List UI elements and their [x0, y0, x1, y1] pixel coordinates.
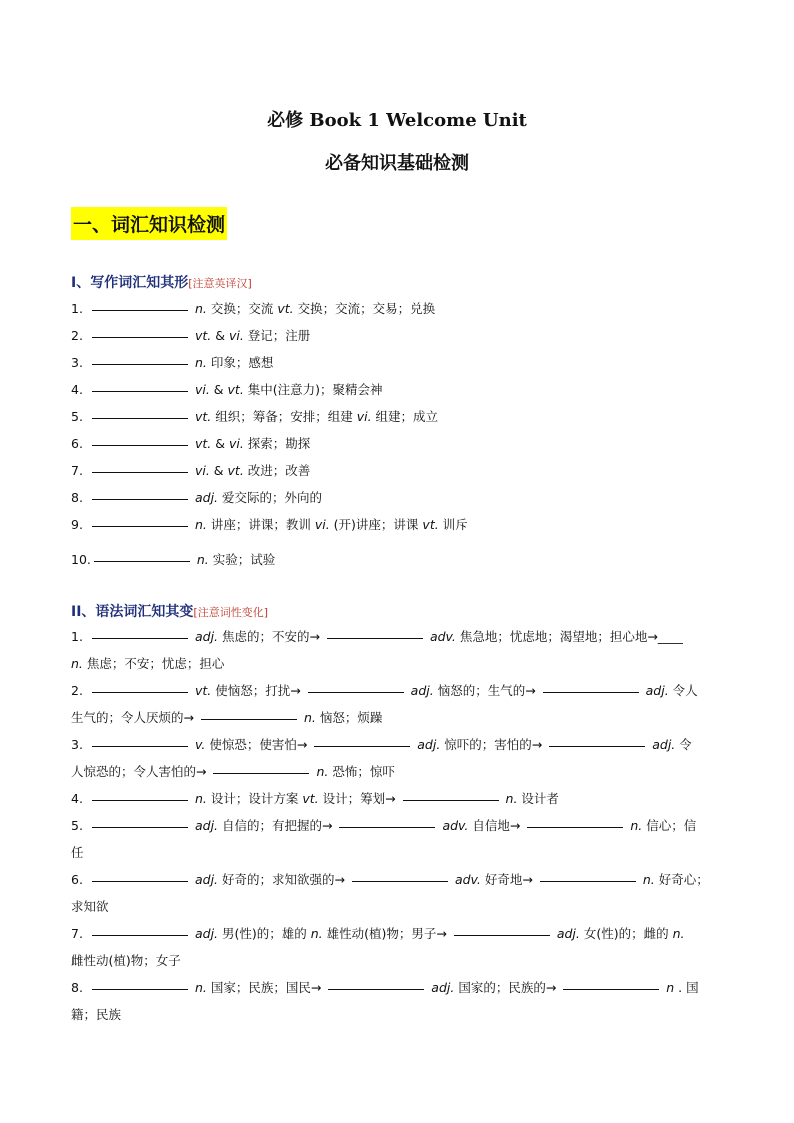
- grammar-item: [71, 623, 723, 650]
- definition-text: (开)讲座；讲课: [333, 517, 419, 532]
- definition-text: 焦急地；忧虑地；渴望地；担心地→____: [459, 629, 683, 644]
- definition-text: 使惊恐；使害怕→: [209, 737, 308, 752]
- part-of-speech: n.: [71, 656, 87, 671]
- definition-text: 实验；试验: [212, 552, 276, 567]
- answer-blank[interactable]: [527, 826, 623, 828]
- part1-heading: [71, 272, 252, 292]
- part-of-speech: adj.: [191, 926, 222, 941]
- definition-text: 求知欲: [71, 899, 109, 914]
- answer-blank[interactable]: [352, 880, 448, 882]
- part-of-speech: adv.: [450, 872, 485, 887]
- item-number: 1.: [71, 629, 83, 644]
- part-of-speech: vi.: [191, 382, 214, 397]
- definition-text: 国家的；民族的→: [458, 980, 557, 995]
- vocab-item: [71, 349, 723, 376]
- answer-blank[interactable]: [92, 691, 188, 693]
- part-of-speech: vt.: [277, 301, 298, 316]
- answer-blank[interactable]: [92, 934, 188, 936]
- answer-blank[interactable]: [92, 417, 188, 419]
- part-of-speech: adv.: [438, 818, 473, 833]
- answer-blank[interactable]: [94, 560, 190, 562]
- answer-blank[interactable]: [92, 799, 188, 801]
- definition-text: 改进；改善: [247, 463, 311, 478]
- answer-blank[interactable]: [92, 637, 188, 639]
- section-heading: 一、词汇知识检测: [71, 207, 227, 240]
- item-number: 10.: [71, 552, 91, 567]
- part-of-speech: n.: [191, 791, 211, 806]
- part-of-speech: vi.: [228, 328, 248, 343]
- part2-title: II、语法词汇知其变: [71, 604, 194, 620]
- part1-title: I、写作词汇知其形: [71, 275, 189, 291]
- definition-text: 焦虑；不安；忧虑；担心: [86, 656, 225, 671]
- definition-text: 焦虑的；不安的→: [222, 629, 320, 644]
- grammar-item-continued: [71, 650, 723, 677]
- part-of-speech: n.: [310, 926, 327, 941]
- vocab-item: [71, 457, 723, 484]
- definition-text: 组织；筹备；安排；组建: [215, 409, 353, 424]
- part-of-speech: adj.: [641, 683, 673, 698]
- vocab-item: [71, 484, 723, 511]
- part-of-speech: n.: [299, 710, 320, 725]
- part2-hint: [注意词性变化]: [193, 606, 269, 619]
- definition-text: 恼怒的；生气的→: [437, 683, 536, 698]
- definition-text: 好奇心；: [658, 872, 709, 887]
- part-of-speech: adj.: [648, 737, 680, 752]
- answer-blank[interactable]: [540, 880, 636, 882]
- part-of-speech: vt.: [422, 517, 443, 532]
- part-of-speech: vt.: [191, 683, 216, 698]
- answer-blank[interactable]: [92, 745, 188, 747]
- answer-blank[interactable]: [327, 637, 423, 639]
- answer-blank[interactable]: [339, 826, 435, 828]
- answer-blank[interactable]: [328, 988, 424, 990]
- definition-text: 自信的；有把握的→: [222, 818, 333, 833]
- answer-blank[interactable]: [92, 390, 188, 392]
- definition-text: 组建；成立: [375, 409, 439, 424]
- definition-text: . 国: [678, 980, 699, 995]
- definition-text: 好奇地→: [484, 872, 533, 887]
- part-of-speech: adj.: [552, 926, 584, 941]
- vocab-item: [71, 511, 723, 538]
- grammar-item: [71, 731, 723, 758]
- definition-text: 集中(注意力)；聚精会神: [247, 382, 383, 397]
- definition-text: 雄性动(植)物；男子→: [326, 926, 447, 941]
- definition-text: 设计者: [521, 791, 559, 806]
- item-number: 1.: [71, 301, 83, 316]
- item-number: 7.: [71, 463, 83, 478]
- definition-text: &: [213, 382, 224, 397]
- answer-blank[interactable]: [92, 336, 188, 338]
- definition-text: 令: [679, 737, 692, 752]
- answer-blank[interactable]: [92, 988, 188, 990]
- definition-text: 女(性)的；雌的: [583, 926, 669, 941]
- grammar-item-continued: [71, 704, 723, 731]
- part-of-speech: v.: [191, 737, 210, 752]
- answer-blank[interactable]: [92, 498, 188, 500]
- part-of-speech: vt.: [302, 791, 323, 806]
- grammar-item-continued: [71, 947, 723, 974]
- part-of-speech: adj.: [191, 490, 222, 505]
- definition-text: 恐怖；惊吓: [332, 764, 395, 779]
- item-number: 2.: [71, 328, 83, 343]
- answer-blank[interactable]: [213, 772, 309, 774]
- answer-blank[interactable]: [92, 309, 188, 311]
- part-of-speech: n.: [191, 355, 211, 370]
- item-number: 7.: [71, 926, 83, 941]
- item-number: 6.: [71, 436, 83, 451]
- grammar-item-continued: [71, 893, 723, 920]
- part-of-speech: n.: [626, 818, 647, 833]
- vocab-item: [71, 376, 723, 403]
- part-of-speech: adj.: [191, 872, 222, 887]
- grammar-item: [71, 920, 723, 947]
- definition-text: 国家；民族；国民→: [210, 980, 322, 995]
- part-of-speech: adj.: [191, 629, 222, 644]
- definition-text: 任: [71, 845, 84, 860]
- definition-text: 探索；勘探: [247, 436, 311, 451]
- part-of-speech: n.: [191, 980, 211, 995]
- grammar-item: [71, 866, 723, 893]
- answer-blank[interactable]: [92, 880, 188, 882]
- grammar-item-continued: [71, 839, 723, 866]
- answer-blank[interactable]: [92, 363, 188, 365]
- definition-text: 爱交际的；外向的: [222, 490, 323, 505]
- definition-text: 登记；注册: [247, 328, 311, 343]
- answer-blank[interactable]: [454, 934, 550, 936]
- part2-heading: [71, 601, 268, 621]
- item-number: 3.: [71, 355, 83, 370]
- part-of-speech: vi.: [356, 409, 376, 424]
- item-number: 2.: [71, 683, 83, 698]
- item-number: 5.: [71, 409, 83, 424]
- answer-blank[interactable]: [314, 745, 410, 747]
- part-of-speech: n.: [192, 552, 213, 567]
- item-number: 5.: [71, 818, 83, 833]
- definition-text: 籍；民族: [71, 1007, 122, 1022]
- definition-text: 令人: [672, 683, 698, 698]
- grammar-item: [71, 812, 723, 839]
- item-number: 4.: [71, 382, 83, 397]
- vocab-item: [71, 430, 723, 457]
- item-number: 8.: [71, 490, 83, 505]
- part-of-speech: n.: [638, 872, 659, 887]
- definition-text: 交换；交流；交易；兑换: [297, 301, 436, 316]
- doc-subtitle: 必备知识基础检测: [325, 153, 469, 174]
- item-number: 9.: [71, 517, 83, 532]
- grammar-item-continued: [71, 758, 723, 785]
- grammar-item: [71, 677, 723, 704]
- item-number: 8.: [71, 980, 83, 995]
- part-of-speech: vt.: [227, 382, 248, 397]
- part-of-speech: adj.: [406, 683, 438, 698]
- definition-text: 设计；筹划→: [322, 791, 396, 806]
- definition-text: 恼怒；烦躁: [319, 710, 383, 725]
- part-of-speech: adj.: [191, 818, 222, 833]
- definition-text: 训斥: [442, 517, 468, 532]
- vocab-item: [71, 403, 723, 430]
- definition-text: &: [213, 463, 224, 478]
- answer-blank[interactable]: [92, 471, 188, 473]
- part-of-speech: vt.: [227, 463, 248, 478]
- grammar-item-continued: [71, 1001, 723, 1028]
- part-of-speech: vi.: [314, 517, 334, 532]
- answer-blank[interactable]: [549, 745, 645, 747]
- part-of-speech: vi.: [191, 463, 214, 478]
- part-of-speech: adj.: [427, 980, 459, 995]
- definition-text: 好奇的；求知欲强的→: [222, 872, 345, 887]
- definition-text: 惊吓的；害怕的→: [444, 737, 543, 752]
- item-number: 6.: [71, 872, 83, 887]
- item-number: 4.: [71, 791, 83, 806]
- answer-blank[interactable]: [563, 988, 659, 990]
- answer-blank[interactable]: [403, 799, 499, 801]
- part-of-speech: vt.: [191, 328, 216, 343]
- definition-text: 设计；设计方案: [210, 791, 299, 806]
- part-of-speech: adv.: [425, 629, 460, 644]
- definition-text: 信心；信: [646, 818, 697, 833]
- vocab-item: [71, 322, 723, 349]
- vocab-item: [71, 546, 723, 573]
- definition-text: 自信地→: [472, 818, 521, 833]
- definition-text: 雌性动(植)物；女子: [71, 953, 181, 968]
- part1-hint: [注意英译汉]: [188, 277, 252, 290]
- grammar-item: [71, 785, 723, 812]
- answer-blank[interactable]: [543, 691, 639, 693]
- part-of-speech: n: [662, 980, 679, 995]
- part-of-speech: n.: [672, 926, 685, 941]
- definition-text: &: [215, 436, 225, 451]
- part-of-speech: n.: [191, 517, 211, 532]
- definition-text: 使恼怒；打扰→: [215, 683, 301, 698]
- answer-blank[interactable]: [92, 826, 188, 828]
- definition-text: 讲座；讲课；教训: [210, 517, 311, 532]
- doc-title: 必修 Book 1 Welcome Unit: [267, 110, 527, 131]
- part-of-speech: n.: [501, 791, 522, 806]
- part-of-speech: vt.: [191, 436, 216, 451]
- item-number: 3.: [71, 737, 83, 752]
- definition-text: 印象；感想: [210, 355, 274, 370]
- definition-text: &: [215, 328, 225, 343]
- part-of-speech: vt.: [191, 409, 216, 424]
- definition-text: 男(性)的；雄的: [222, 926, 307, 941]
- part-of-speech: adj.: [413, 737, 445, 752]
- grammar-item: [71, 974, 723, 1001]
- definition-text: 交换；交流: [210, 301, 274, 316]
- part-of-speech: n.: [191, 301, 211, 316]
- answer-blank[interactable]: [308, 691, 404, 693]
- definition-text: 人惊恐的；令人害怕的→: [71, 764, 207, 779]
- answer-blank[interactable]: [201, 718, 297, 720]
- definition-text: 生气的；令人厌烦的→: [71, 710, 194, 725]
- answer-blank[interactable]: [92, 444, 188, 446]
- answer-blank[interactable]: [92, 525, 188, 527]
- part-of-speech: vi.: [228, 436, 248, 451]
- part-of-speech: n.: [312, 764, 333, 779]
- vocab-item: [71, 295, 723, 322]
